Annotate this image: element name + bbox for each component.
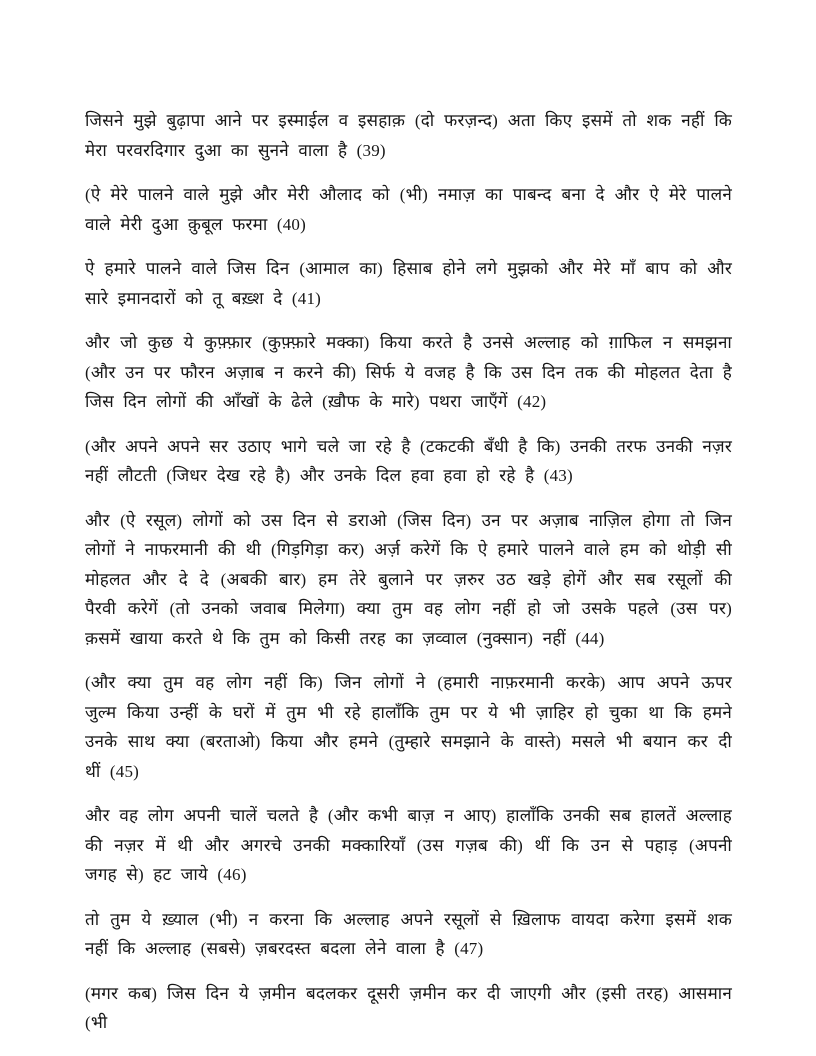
verse-paragraph-44: और (ऐ रसूल) लोगों को उस दिन से डराओ (जिस दिन) उन पर अज़ाब नाज़िल होगा तो जिन लोगों ने नाफरमानी की थी (गिड़गिड़ा कर) अर्ज़ करेगें कि ऐ हमारे पालने वाले हम को थोड़ी सी मोहलत और दे दे (अबकी बार) हम तेरे बुलाने पर ज़रुर उठ खड़े होगें और सब रसूलों की पैरवी करेगें (तो उनको जवाब मिलेगा) क्या तुम वह लोग नहीं हो जो उसके पहले (उस पर) क़समें खाया करते थे कि तुम को किसी तरह का ज़व्वाल (नुक्सान) नहीं (44)	[85, 510, 732, 648]
verse-paragraph-43: (और अपने अपने सर उठाए भागे चले जा रहे है (टकटकी बँधी है कि) उनकी तरफ उनकी नज़र नहीं लौटती (जिधर देख रहे है) और उनके दिल हवा हवा हो रहे है (43)	[85, 436, 732, 485]
verse-paragraph-48-partial: (मगर कब) जिस दिन ये ज़मीन बदलकर दूसरी ज़मीन कर दी जाएगी और (इसी तरह) आसमान (भी	[85, 983, 732, 1032]
verse-paragraph-47: तो तुम ये ख़्याल (भी) न करना कि अल्लाह अपने रसूलों से ख़िलाफ वायदा करेगा इसमें शक नहीं कि अल्लाह (सबसे) ज़बरदस्त बदला लेने वाला है (47)	[85, 909, 732, 958]
verse-paragraph-40: (ऐ मेरे पालने वाले मुझे और मेरी औलाद को (भी) नमाज़ का पाबन्द बना दे और ऐ मेरे पालने वाले मेरी दुआ क़ुबूल फरमा (40)	[85, 185, 732, 234]
verse-paragraph-41: ऐ हमारे पालने वाले जिस दिन (आमाल का) हिसाब होने लगे मुझको और मेरे माँ बाप को और सारे इमानदारों को तू बख़्श दे (41)	[85, 259, 732, 308]
verse-paragraph-42: और जो कुछ ये कुफ़्फ़ार (कुफ़्फ़ारे मक्का) किया करते है उनसे अल्लाह को ग़ाफिल न समझना (और उन पर फौरन अज़ाब न करने की) सिर्फ ये वजह है कि उस दिन तक की मोहलत देता है जिस दिन लोगों की आँखों के ढेले (ख़ौफ के मारे) पथरा जाएँगें (42)	[85, 333, 732, 411]
verse-paragraph-39: जिसने मुझे बुढ़ापा आने पर इस्माईल व इसहाक़ (दो फरज़न्द) अता किए इसमें तो शक नहीं कि मेरा परवरदिगार दुआ का सुनने वाला है (39)	[85, 111, 732, 160]
verse-paragraph-45: (और क्या तुम वह लोग नहीं कि) जिन लोगों ने (हमारी नाफ़रमानी करके) आप अपने ऊपर जुल्म किया उन्हीं के घरों में तुम भी रहे हालाँकि तुम पर ये भी ज़ाहिर हो चुका था कि हमने उनके साथ क्या (बरताओ) किया और हमने (तुम्हारे समझाने के वास्ते) मसले भी बयान कर दी थीं (45)	[85, 673, 732, 781]
verse-paragraph-46: और वह लोग अपनी चालें चलते है (और कभी बाज़ न आए) हालाँकि उनकी सब हालतें अल्लाह की नज़र में थी और अगरचे उनकी मक्कारियाँ (उस गज़ब की) थीं कि उन से पहाड़ (अपनी जगह से) हट जाये (46)	[85, 806, 732, 884]
